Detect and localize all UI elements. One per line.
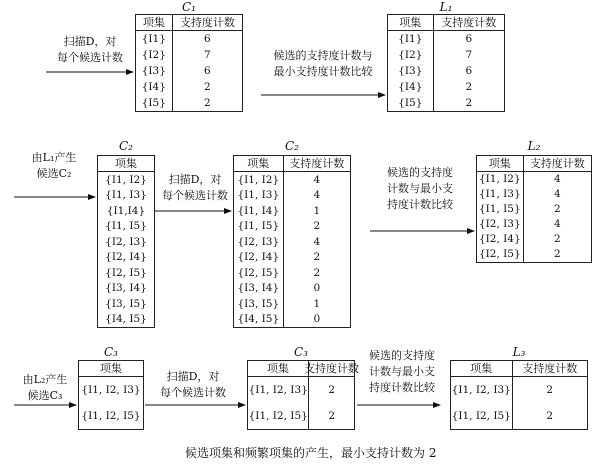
support-count-cell: 2 <box>546 409 554 422</box>
support-count-cell: 2 <box>313 220 321 232</box>
support-count-cell: 2 <box>553 233 561 246</box>
table-row <box>248 377 354 403</box>
l2-title: L₂ <box>527 139 541 153</box>
label-gen-3: 由L₂产生 候选C₃ <box>22 373 68 402</box>
itemset-cell: {I5} <box>136 95 173 111</box>
support-count-cell: 6 <box>203 64 211 77</box>
support-count-cell: 2 <box>465 96 473 109</box>
list-item <box>79 403 143 429</box>
list-item <box>98 312 154 328</box>
itemset-cell: {I1, I2} <box>477 172 524 187</box>
label-scan-3: 扫描D，对 每个候选计数 <box>160 370 226 399</box>
table-c1 <box>135 14 243 112</box>
itemset-cell: {I2, I4} <box>105 251 147 263</box>
label-gen-2: 由L₁产生 候选C₂ <box>31 151 77 180</box>
table-header <box>79 361 143 377</box>
table-row <box>234 188 350 204</box>
itemset-cell: {I1, I3} <box>234 188 284 204</box>
header-itemset: 项集 <box>100 362 122 375</box>
itemset-cell: {I1, I3} <box>105 189 147 201</box>
itemset-cell: {I4, I5} <box>234 312 284 328</box>
itemset-cell: {I2, I4} <box>234 250 284 266</box>
table-c2-candidates <box>97 155 155 328</box>
support-count-cell: 1 <box>313 297 321 310</box>
table-header <box>451 361 587 377</box>
itemset-cell: {I1, I2, I3} <box>81 383 141 396</box>
itemset-cell: {I1, I2, I3} <box>248 377 309 403</box>
support-count-cell: 2 <box>203 80 211 93</box>
header-itemset: 项集 <box>136 15 173 30</box>
itemset-cell: {I2, I4} <box>477 232 524 247</box>
itemset-cell: {I3, I5} <box>105 297 147 310</box>
support-count-cell: 6 <box>203 32 211 45</box>
support-count-cell: 4 <box>553 173 561 186</box>
c2-counts-title: C₂ <box>285 139 299 153</box>
c1-title: C₁ <box>182 0 196 14</box>
itemset-cell: {I1, I5} <box>477 202 524 217</box>
table-row <box>477 202 591 217</box>
table-row <box>477 232 591 247</box>
itemset-cell: {I1, I2, I5} <box>248 403 309 429</box>
list-item <box>98 188 154 204</box>
header-itemset: 项集 <box>234 156 284 171</box>
itemset-cell: {I1, I4} <box>234 203 284 219</box>
list-item <box>98 250 154 266</box>
header-itemset: 项集 <box>248 361 309 376</box>
table-row <box>234 265 350 281</box>
header-support-count: 支持度计数 <box>179 16 235 29</box>
table-header <box>248 361 359 377</box>
table-header <box>136 15 242 31</box>
itemset-cell: {I2, I5} <box>105 266 147 279</box>
label-scan-1: 扫描D，对 每个候选计数 <box>57 35 123 64</box>
support-count-cell: 4 <box>313 189 321 201</box>
list-item <box>98 219 154 235</box>
support-count-cell: 6 <box>465 32 473 45</box>
table-row <box>234 250 350 266</box>
label-scan-2: 扫描D，对 每个候选计数 <box>162 173 228 202</box>
support-count-cell: 2 <box>546 383 554 396</box>
support-count-cell: 4 <box>313 235 321 248</box>
label-compare-3: 候选的支持度 计数与最小支 持度计数比较 <box>369 349 435 394</box>
c3-counts-title: C₃ <box>294 345 308 359</box>
table-l2 <box>476 155 592 263</box>
itemset-cell: {I2} <box>388 47 434 63</box>
support-count-cell: 2 <box>313 266 321 279</box>
itemset-cell: {I1, I3} <box>477 187 524 202</box>
itemset-cell: {I1, I2} <box>105 173 147 186</box>
table-row <box>234 234 350 250</box>
itemset-cell: {I1,I4} <box>106 204 146 217</box>
itemset-cell: {I2} <box>136 47 173 63</box>
itemset-cell: {I2, I5} <box>477 247 524 262</box>
support-count-cell: 4 <box>553 188 561 201</box>
itemset-cell: {I1, I2, I5} <box>451 403 513 429</box>
table-row <box>136 63 242 79</box>
table-row <box>234 312 350 328</box>
table-row <box>234 203 350 219</box>
itemset-cell: {I5} <box>388 95 434 111</box>
support-count-cell: 2 <box>203 96 211 109</box>
l1-title: L₁ <box>439 0 453 14</box>
itemset-cell: {I4} <box>388 79 434 95</box>
table-row <box>477 247 591 262</box>
table-row <box>388 31 504 47</box>
itemset-cell: {I1} <box>388 31 434 47</box>
table-row <box>136 31 242 47</box>
c2-list-title: C₂ <box>119 139 133 153</box>
itemset-cell: {I4} <box>136 79 173 95</box>
table-row <box>136 95 242 111</box>
figure-caption: 候选项集和频繁项集的产生，最小支持计数为 2 <box>185 446 437 460</box>
itemset-cell: {I1, I2, I5} <box>81 409 141 422</box>
table-row <box>477 187 591 202</box>
table-header <box>477 156 591 172</box>
table-row <box>234 172 350 188</box>
support-count-cell: 6 <box>465 64 473 77</box>
itemset-cell: {I2, I3} <box>477 217 524 232</box>
table-row <box>477 172 591 187</box>
table-row <box>388 95 504 111</box>
itemset-cell: {I2, I3} <box>234 234 284 250</box>
support-count-cell: 0 <box>313 282 321 294</box>
header-support-count: 支持度计数 <box>304 362 359 375</box>
list-item <box>98 281 154 297</box>
header-support-count: 支持度计数 <box>289 157 345 170</box>
header-itemset: 项集 <box>451 361 513 376</box>
header-support-count: 支持度计数 <box>522 362 578 375</box>
itemset-cell: {I3} <box>136 63 173 79</box>
support-count-cell: 1 <box>313 204 321 217</box>
list-item <box>79 377 143 403</box>
support-count-cell: 2 <box>553 203 561 216</box>
table-row <box>136 79 242 95</box>
table-l3 <box>450 360 588 430</box>
table-c3-candidates <box>78 360 144 430</box>
support-count-cell: 2 <box>465 80 473 93</box>
table-l1 <box>387 14 505 112</box>
table-row <box>477 217 591 232</box>
itemset-cell: {I1, I5} <box>234 219 284 235</box>
table-row <box>388 79 504 95</box>
table-c2-counts <box>233 155 351 328</box>
itemset-cell: {I1, I5} <box>105 220 147 232</box>
support-count-cell: 2 <box>313 251 321 263</box>
header-support-count: 支持度计数 <box>529 157 585 170</box>
itemset-cell: {I2, I3} <box>105 235 147 248</box>
table-row <box>388 63 504 79</box>
table-row <box>234 296 350 312</box>
table-header <box>234 156 350 172</box>
table-c3-counts <box>247 360 359 430</box>
label-compare-1: 候选的支持度计数与 最小支持度计数比较 <box>273 49 373 78</box>
support-count-cell: 2 <box>328 409 336 422</box>
list-item <box>98 234 154 250</box>
l3-title: L₃ <box>512 345 526 359</box>
itemset-cell: {I1} <box>136 31 173 47</box>
support-count-cell: 2 <box>553 248 561 261</box>
itemset-cell: {I3, I4} <box>105 282 147 294</box>
c3-list-title: C₃ <box>104 345 118 359</box>
support-count-cell: 7 <box>465 48 473 61</box>
header-itemset: 项集 <box>477 156 524 171</box>
table-row <box>388 47 504 63</box>
itemset-cell: {I2, I5} <box>234 265 284 281</box>
support-count-cell: 4 <box>553 218 561 231</box>
header-support-count: 支持度计数 <box>441 16 497 29</box>
support-count-cell: 2 <box>328 383 336 396</box>
support-count-cell: 4 <box>313 173 321 186</box>
table-row <box>234 281 350 297</box>
itemset-cell: {I3, I4} <box>234 281 284 297</box>
table-header <box>388 15 504 31</box>
table-row <box>248 403 354 429</box>
support-count-cell: 0 <box>313 313 321 325</box>
list-item <box>98 265 154 281</box>
itemset-cell: {I4, I5} <box>105 313 147 325</box>
table-row <box>136 47 242 63</box>
list-item <box>98 203 154 219</box>
itemset-cell: {I3} <box>388 63 434 79</box>
header-itemset: 项集 <box>388 15 434 30</box>
itemset-cell: {I1, I2} <box>234 172 284 188</box>
list-item <box>98 296 154 312</box>
itemset-cell: {I3, I5} <box>234 296 284 312</box>
table-row <box>451 377 587 403</box>
table-row <box>234 219 350 235</box>
table-header <box>98 156 154 172</box>
header-itemset: 项集 <box>115 157 137 170</box>
list-item <box>98 172 154 188</box>
label-compare-2: 候选的支持度 计数与最小支 持度计数比较 <box>387 166 453 211</box>
table-row <box>451 403 587 429</box>
support-count-cell: 7 <box>203 48 211 61</box>
itemset-cell: {I1, I2, I3} <box>451 377 513 403</box>
